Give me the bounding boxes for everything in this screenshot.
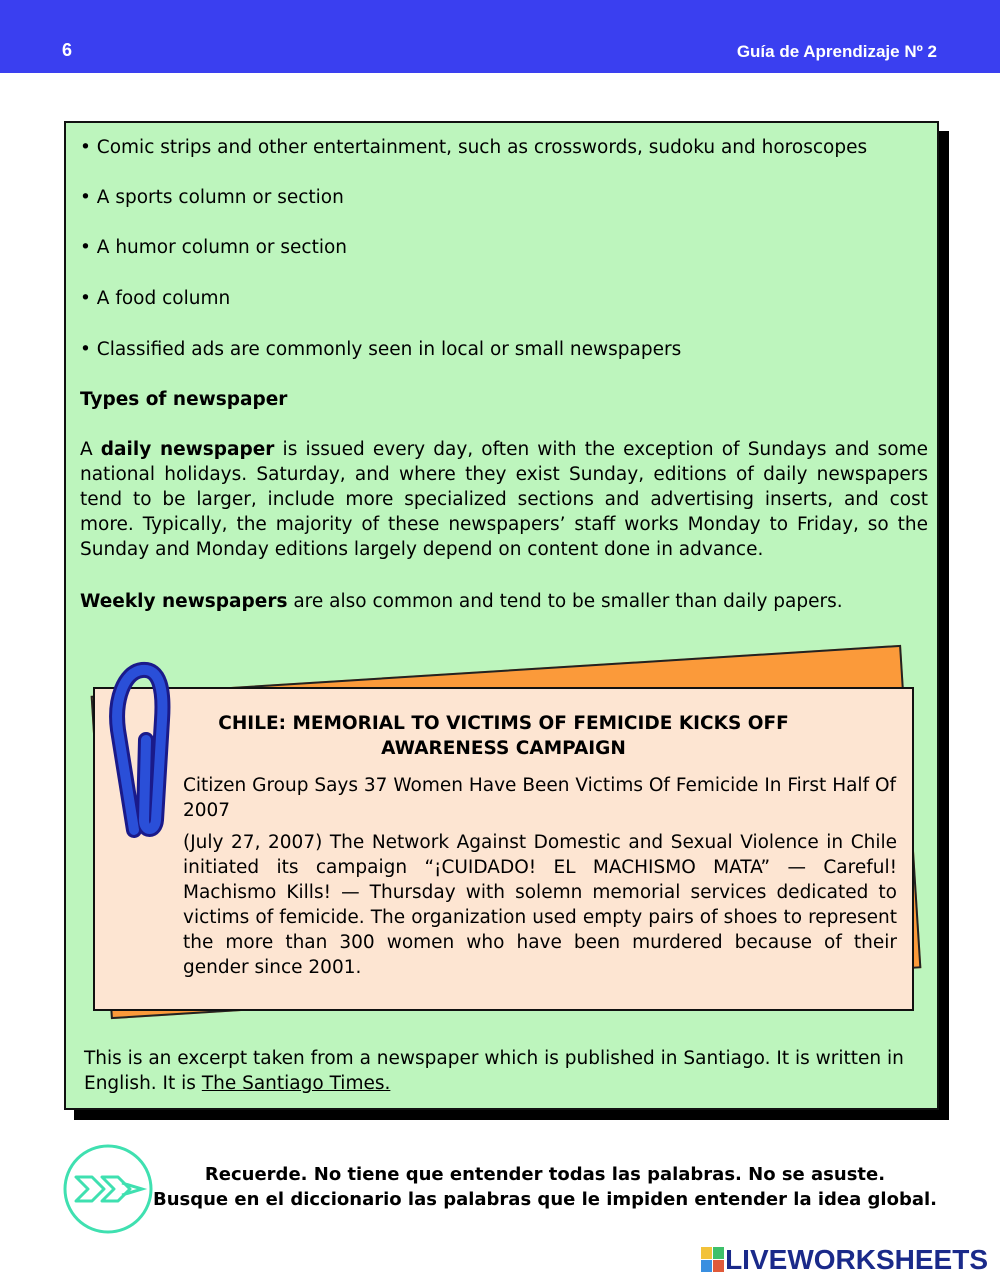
daily-paragraph: A daily newspaper is issued every day, often with the exception of Sundays and some national holidays. Saturday, and where they exist Sunday, editions of daily newspapers tend to be larger, include more specialized sections and advertising inserts, and cost more. Typically, the majority of these newspapers’ staff works Monday to Friday, so the Sunday and Monday editions largely depend on content done in advance. xyxy=(80,439,928,560)
weekly-term: Weekly newspapers xyxy=(80,591,288,612)
article-title: CHILE: MEMORIAL TO VICTIMS OF FEMICIDE KICKS OFF AWARENESS CAMPAIGN xyxy=(218,713,789,759)
newspaper-article-card xyxy=(93,687,914,1011)
excerpt-note: This is an excerpt taken from a newspaper which is published in Santiago. It is written in English. It is The Santiago Times. xyxy=(84,1048,904,1094)
article-body: (July 27, 2007) The Network Against Domestic and Sexual Violence in Chile initiated its campaign “¡CUIDADO! EL MACHISMO MATA” — Careful! Machismo Kills! — Thursday with solemn memorial services dedicated to victims of femicide. The organization used empty pairs of shoes to represent the more than 300 women who have been murdered because of their gender since 2001. xyxy=(183,832,897,978)
daily-term: daily newspaper xyxy=(100,439,275,460)
brand-logo xyxy=(701,1243,988,1277)
paperclip-icon xyxy=(104,660,174,840)
list-item: • A sports column or section xyxy=(80,187,344,208)
brand-name: LIVEWORKSHEETS xyxy=(725,1244,988,1275)
santiago-times-link[interactable]: The Santiago Times. xyxy=(201,1073,391,1094)
list-item: • A humor column or section xyxy=(80,237,348,258)
types-heading: Types of newspaper xyxy=(80,389,288,410)
brand-logo-icon xyxy=(701,1247,725,1273)
weekly-paragraph: Weekly newspapers are also common and tend to be smaller than daily papers. xyxy=(80,591,843,612)
list-item: • Comic strips and other entertainment, such as crosswords, sudoku and horoscopes xyxy=(80,137,868,158)
list-item: • Classified ads are commonly seen in local or small newspapers xyxy=(80,339,682,360)
reminder-note: Recuerde. No tiene que entender todas las palabras. No se asuste. Busque en el diccionario las palabras que le impiden entender la idea global. xyxy=(152,1164,938,1210)
guide-title: Guía de Aprendizaje Nº 2 xyxy=(736,42,937,61)
header-bar xyxy=(0,0,1000,73)
article-subtitle: Citizen Group Says 37 Women Have Been Victims Of Femicide In First Half Of 2007 xyxy=(183,775,897,821)
list-item: • A food column xyxy=(80,288,231,309)
page-number: 6 xyxy=(62,40,73,60)
